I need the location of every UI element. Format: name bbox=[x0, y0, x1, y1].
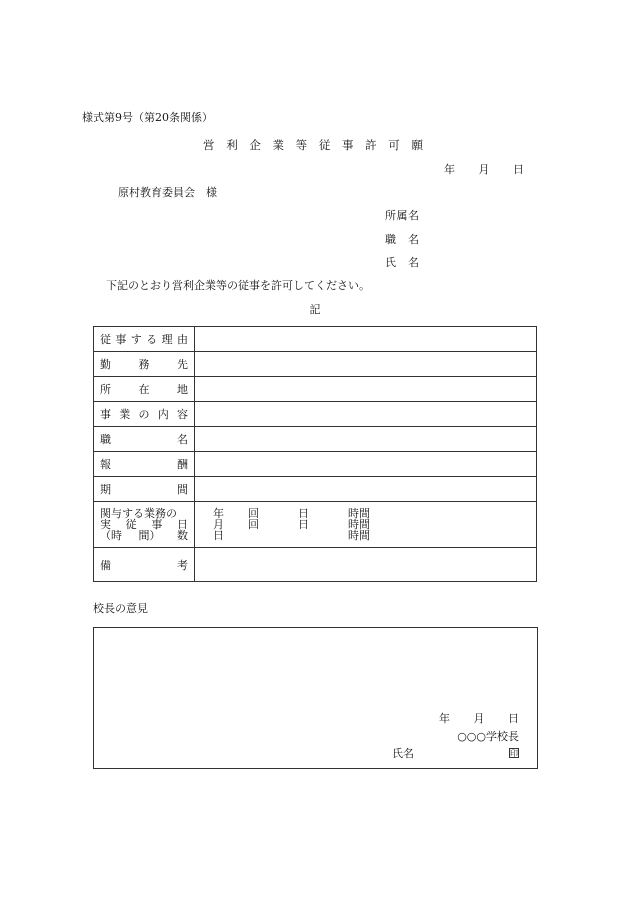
row-label-position bbox=[94, 427, 195, 452]
affiliation-label bbox=[385, 210, 419, 221]
reason-field[interactable] bbox=[195, 327, 537, 352]
unit: 年 bbox=[213, 507, 224, 520]
row-label-address bbox=[94, 377, 195, 402]
date-year: 年 bbox=[444, 163, 455, 176]
unit: 回 bbox=[248, 507, 259, 520]
opinion-date bbox=[439, 713, 519, 724]
principal-title: ○○○学校長 bbox=[457, 730, 519, 743]
char: 実 bbox=[100, 518, 111, 531]
involvement-line-year bbox=[213, 508, 536, 519]
char: 名 bbox=[408, 233, 419, 246]
char: 従 bbox=[100, 333, 111, 346]
form-number: 様式第9号（第20条関係） bbox=[82, 111, 213, 124]
unit bbox=[318, 508, 348, 519]
char: 在 bbox=[138, 383, 150, 396]
principal-opinion-box[interactable] bbox=[93, 627, 538, 769]
involvement-line-day bbox=[213, 530, 536, 541]
char: 事 bbox=[100, 408, 111, 421]
char: 名 bbox=[408, 256, 419, 269]
unit: 日 bbox=[298, 507, 309, 520]
char: 従 bbox=[125, 518, 137, 531]
date-month: 月 bbox=[478, 163, 490, 176]
date-day: 日 bbox=[513, 163, 524, 176]
char: 所 bbox=[100, 383, 111, 396]
char: 事 bbox=[115, 333, 127, 346]
business-field[interactable] bbox=[195, 402, 537, 427]
address-field[interactable] bbox=[195, 377, 537, 402]
date-day: 日 bbox=[508, 712, 519, 725]
principal-opinion-label: 校長の意見 bbox=[93, 602, 148, 615]
table-row bbox=[94, 377, 537, 402]
unit bbox=[318, 519, 348, 530]
char: 業 bbox=[119, 408, 131, 421]
lead-text: 下記のとおり営利企業等の従事を許可してください。 bbox=[106, 279, 370, 292]
unit: 時間 bbox=[348, 518, 370, 531]
involvement-field[interactable] bbox=[195, 502, 537, 548]
unit: 時間 bbox=[348, 529, 370, 542]
char: 務 bbox=[138, 358, 150, 371]
char: 関与する業務の bbox=[100, 507, 177, 520]
unit bbox=[318, 530, 348, 541]
row-label-period bbox=[94, 477, 195, 502]
char: 考 bbox=[177, 558, 188, 572]
name-label: 氏名 bbox=[392, 747, 414, 760]
application-table bbox=[93, 326, 537, 582]
char: 容 bbox=[177, 408, 188, 421]
char: 数 bbox=[177, 529, 188, 542]
char: 間） bbox=[138, 529, 161, 542]
char: 理 bbox=[161, 333, 173, 346]
char: 地 bbox=[177, 383, 188, 396]
char: の bbox=[138, 408, 150, 421]
unit: 日 bbox=[298, 518, 309, 531]
workplace-field[interactable] bbox=[195, 352, 537, 377]
row-label-remuneration bbox=[94, 452, 195, 477]
unit: 月 bbox=[213, 518, 224, 531]
position-field[interactable] bbox=[195, 427, 537, 452]
unit: 回 bbox=[248, 518, 259, 531]
table-row bbox=[94, 477, 537, 502]
char: 職 bbox=[100, 433, 111, 446]
char: （時 bbox=[100, 529, 122, 542]
name-label bbox=[385, 257, 419, 268]
char: す bbox=[130, 333, 142, 346]
table-row bbox=[94, 502, 537, 548]
unit: 時間 bbox=[348, 507, 370, 520]
remarks-field[interactable] bbox=[195, 548, 537, 582]
table-row bbox=[94, 352, 537, 377]
char: 酬 bbox=[177, 458, 188, 471]
involvement-line-month bbox=[213, 519, 536, 530]
table-row bbox=[94, 327, 537, 352]
unit bbox=[298, 530, 318, 541]
ki-heading: 記 bbox=[309, 303, 321, 316]
char: 所 bbox=[385, 209, 396, 222]
position-label bbox=[385, 234, 419, 245]
row-label-workplace bbox=[94, 352, 195, 377]
char: 備 bbox=[100, 558, 111, 572]
remuneration-field[interactable] bbox=[195, 452, 537, 477]
row-label-reason bbox=[94, 327, 195, 352]
table-row bbox=[94, 402, 537, 427]
char: る bbox=[146, 333, 158, 346]
page-title: 営 利 企 業 等 従 事 許 可 願 bbox=[203, 138, 427, 152]
unit bbox=[248, 530, 298, 541]
unit: 日 bbox=[213, 529, 224, 542]
row-label-involvement bbox=[94, 502, 195, 548]
row-label-business bbox=[94, 402, 195, 427]
date-month: 月 bbox=[473, 712, 485, 725]
char: 由 bbox=[176, 333, 188, 346]
char: 間 bbox=[177, 483, 188, 496]
label-line bbox=[100, 530, 188, 541]
char: 勤 bbox=[100, 358, 111, 371]
date-year: 年 bbox=[439, 712, 450, 725]
period-field[interactable] bbox=[195, 477, 537, 502]
label-line bbox=[100, 508, 188, 519]
char: 属 bbox=[396, 209, 408, 222]
principal-name-row bbox=[392, 748, 519, 759]
application-date bbox=[444, 164, 524, 175]
table-row bbox=[94, 452, 537, 477]
char: 職 bbox=[385, 233, 396, 246]
seal-icon: 印 bbox=[510, 749, 518, 758]
char: 先 bbox=[177, 358, 188, 371]
row-label-remarks bbox=[94, 548, 195, 582]
char: 報 bbox=[100, 458, 111, 471]
table-row bbox=[94, 427, 537, 452]
char: 名 bbox=[408, 209, 419, 222]
char: 内 bbox=[157, 408, 169, 421]
char: 事 bbox=[151, 518, 163, 531]
char: 氏 bbox=[385, 256, 396, 269]
char: 期 bbox=[100, 483, 111, 496]
char: 日 bbox=[176, 518, 188, 531]
char: 名 bbox=[177, 433, 188, 446]
table-row bbox=[94, 548, 537, 582]
addressee: 原村教育委員会 様 bbox=[118, 186, 217, 199]
